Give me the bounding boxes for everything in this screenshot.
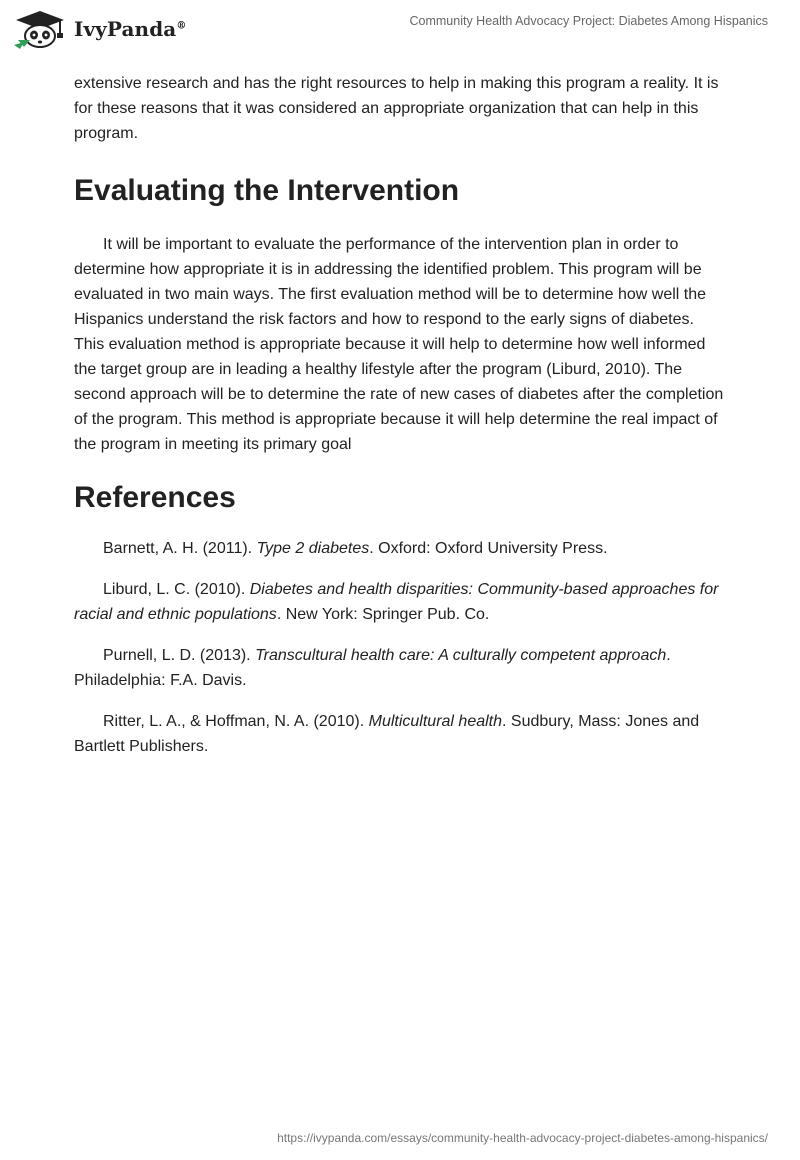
references-heading: References <box>74 481 236 514</box>
logo-wordmark: IvyPanda® <box>74 17 187 41</box>
source-url-link[interactable]: https://ivypanda.com/essays/community-health-advocacy-project-diabetes-among-hispanics/ <box>277 1131 768 1145</box>
panda-graduate-icon <box>14 9 70 49</box>
reference-item: Liburd, L. C. (2010). Diabetes and health disparities: Community-based approaches for racial and ethnic populations. New York: Springer Pub. Co. <box>74 581 719 623</box>
ivypanda-logo[interactable] <box>14 9 186 49</box>
evaluation-paragraph: It will be important to evaluate the performance of the intervention plan in order to determine how appropriate it is in addressing the identified problem. This program will be evaluated in two main ways. The first evaluation method will be to determine how well the Hispanics understand the risk factors and how to respond to the early signs of diabetes. This evaluation method is appropriate because it will help to determine how well informed the target group are in leading a healthy lifestyle after the program (Liburd, 2010). The second approach will be to determine the rate of new cases of diabetes after the completion of the program. This method is appropriate because it will help determine the real impact of the program in meeting its primary goal <box>74 236 724 453</box>
section-heading-evaluating: Evaluating the Intervention <box>74 174 460 207</box>
reference-item: Barnett, A. H. (2011). Type 2 diabetes. Oxford: Oxford University Press. <box>103 540 608 557</box>
intro-paragraph: extensive research and has the right resources to help in making this program a reality. It is for these reasons that it was considered an appropriate organization that can help in this program. <box>74 75 719 142</box>
document-title: Community Health Advocacy Project: Diabetes Among Hispanics <box>409 14 768 28</box>
document-body <box>74 71 726 775</box>
reference-item: Purnell, L. D. (2013). Transcultural health care: A culturally competent approach. Philadelphia: F.A. Davis. <box>74 647 671 689</box>
page-header <box>0 0 800 60</box>
reference-item: Ritter, L. A., & Hoffman, N. A. (2010). Multicultural health. Sudbury, Mass: Jones and Bartlett Publishers. <box>74 713 700 755</box>
